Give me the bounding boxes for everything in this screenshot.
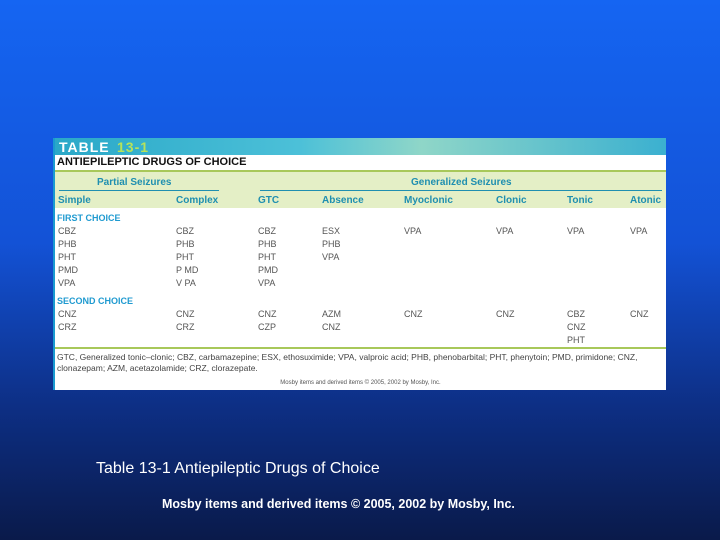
table-cell: CNZ [404,309,423,319]
divider [55,347,666,349]
table-cell: CNZ [322,322,341,332]
table-credit: Mosby items and derived items © 2005, 2002 by Mosby, Inc. [280,380,441,386]
table-cell: CRZ [58,322,77,332]
table-cell: PHB [322,239,341,249]
table-cell: PHT [176,252,194,262]
table-cell: AZM [322,309,341,319]
table-cell: CBZ [176,226,194,236]
table-cell: CNZ [630,309,649,319]
divider [260,190,662,191]
banner-label: TABLE [59,139,110,155]
table-header [55,170,666,208]
table-banner [55,138,666,155]
table-cell: ESX [322,226,341,236]
slide-caption: Table 13-1 Antiepileptic Drugs of Choice [96,460,380,477]
banner-number: 13-1 [117,139,150,155]
table-cell: VPA [258,278,276,288]
column-header: Atonic [630,195,662,206]
table-cell: PHB [58,239,77,249]
table-cell: CBZ [258,226,276,236]
table-cell: PHT [258,252,276,262]
table-cell: VPA [58,278,76,288]
column-header: GTC [258,195,280,206]
column-header: Complex [176,195,219,206]
table-cell: PHT [567,335,585,345]
table-cell: CNZ [176,309,195,319]
column-header: Simple [58,195,91,206]
footnote: GTC, Generalized tonic–clonic; CBZ, carbamazepine; ESX, ethosuximide; VPA, valproic acid; PHB, phenobarbital; PHT, phenytoin; PMD, primidone; CNZ, clonazepam; AZM, acetazolamide; CRZ, clorazepate. [57,352,638,373]
table-cell: CNZ [567,322,586,332]
table-cell: P MD [176,265,199,275]
table-cell: PHT [58,252,76,262]
second-choice-label: SECOND CHOICE [57,296,134,306]
slide-copyright: Mosby items and derived items © 2005, 2002 by Mosby, Inc. [162,497,515,511]
table-cell: PMD [258,265,278,275]
table-title: ANTIEPILEPTIC DRUGS OF CHOICE [57,156,247,168]
table-cell: VPA [404,226,422,236]
table-cell: CNZ [58,309,77,319]
group-partial: Partial Seizures [97,177,172,188]
table-cell: VPA [567,226,585,236]
first-choice-label: FIRST CHOICE [57,213,121,223]
table-cell: CBZ [58,226,76,236]
table-cell: CNZ [258,309,277,319]
column-header: Clonic [496,195,527,206]
column-header: Myoclonic [404,195,453,206]
drug-table-image [53,138,666,390]
column-header: Absence [322,195,364,206]
table-cell: PHB [176,239,195,249]
table-cell: CZP [258,322,276,332]
table-cell: PHB [258,239,277,249]
table-cell: V PA [176,278,196,288]
table-cell: CRZ [176,322,195,332]
divider [59,190,219,191]
table-cell: VPA [630,226,648,236]
table-cell: CNZ [496,309,515,319]
group-generalized: Generalized Seizures [411,177,512,188]
table-cell: PMD [58,265,78,275]
table-cell: CBZ [567,309,585,319]
column-header: Tonic [567,195,593,206]
table-cell: VPA [322,252,340,262]
table-cell: VPA [496,226,514,236]
